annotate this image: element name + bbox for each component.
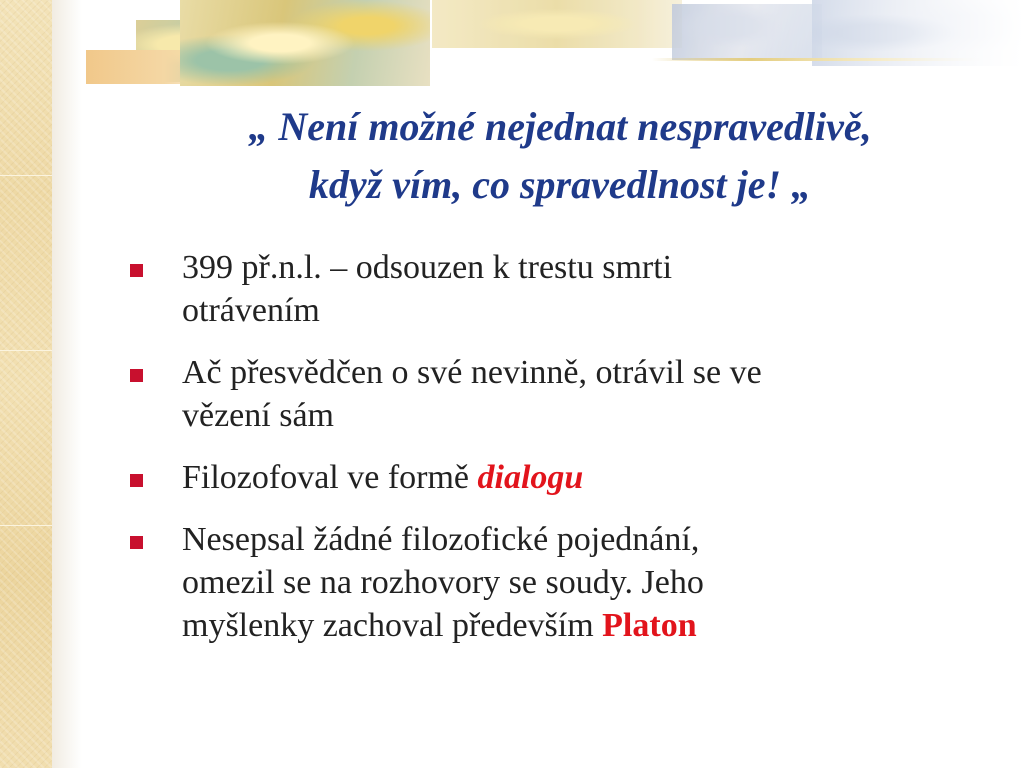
bullet-item [130,456,1000,499]
left-decorative-strip [0,0,52,768]
slide-title [120,98,1000,214]
bullet-list [130,246,1000,666]
top-decorative-banner [52,0,1024,86]
bullet-text [182,518,1000,647]
bullet-text [182,246,1000,332]
bullet-line: 399 př.n.l. – odsouzen k trestu smrti [182,249,673,286]
square-bullet-icon [130,474,143,487]
square-bullet-icon [130,264,143,277]
bullet-item [130,246,1000,332]
square-bullet-icon [130,369,143,382]
slide-title-line: „ Není možné nejednat nespravedlivě, [248,104,872,149]
bullet-text [182,456,1000,499]
bullet-line [182,456,1000,499]
bullet-item [130,351,1000,437]
banner-fade [52,0,1024,86]
strip-divider [0,175,52,176]
bullet-line: vězení sám [182,397,334,434]
bullet-line: Nesepsal žádné filozofické pojednání, [182,521,700,558]
strip-shadow [52,0,82,768]
emphasis-platon: Platon [602,607,697,644]
bullet-line [182,604,1000,647]
bullet-line-text: Filozofoval ve formě [182,459,470,496]
bullet-line: otrávením [182,292,320,329]
bullet-line: omezil se na rozhovory se soudy. Jeho [182,564,704,601]
strip-divider [0,525,52,526]
square-bullet-icon [130,536,143,549]
slide-title-line: když vím, co spravedlnost je! „ [308,162,812,207]
bullet-text [182,351,1000,437]
bullet-line-text: myšlenky zachoval především [182,607,594,644]
strip-divider [0,350,52,351]
bullet-item [130,518,1000,647]
emphasis-dialogu: dialogu [477,459,584,496]
bullet-line: Ač přesvědčen o své nevinně, otrávil se ve [182,354,762,391]
